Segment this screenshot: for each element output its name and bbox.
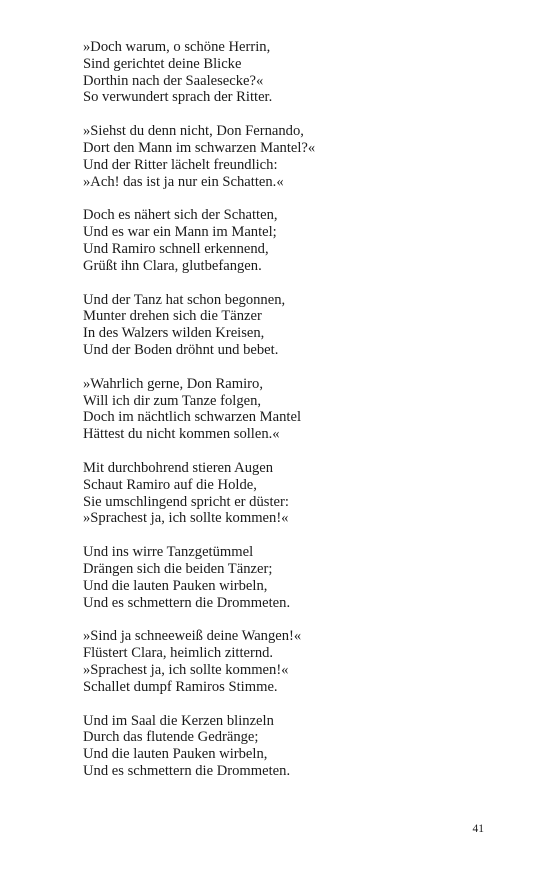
verse-line: Schallet dumpf Ramiros Stimme. <box>83 678 278 695</box>
stanza <box>83 39 503 106</box>
verse-line: Grüßt ihn Clara, glutbefangen. <box>83 257 262 274</box>
verse-line: Will ich dir zum Tanze folgen, <box>83 392 262 409</box>
verse-line: Und die lauten Pauken wirbeln, <box>83 577 268 594</box>
verse-line: Sind gerichtet deine Blicke <box>83 55 242 72</box>
verse-line: In des Walzers wilden Kreisen, <box>83 325 265 342</box>
verse-line: Munter drehen sich die Tänzer <box>83 308 262 325</box>
stanza <box>83 123 503 190</box>
verse-line: Dorthin nach der Saalesecke?« <box>83 72 264 89</box>
verse-line: Sie umschlingend spricht er düster: <box>83 493 289 510</box>
stanza <box>83 292 503 359</box>
verse-line: Und es schmettern die Drommeten. <box>83 594 291 611</box>
verse-line: Und der Boden dröhnt und bebet. <box>83 341 279 358</box>
verse-line: Durch das flutende Gedränge; <box>83 729 259 746</box>
stanza <box>83 713 503 780</box>
verse-line: Doch es nähert sich der Schatten, <box>83 207 278 224</box>
verse-line: Und die lauten Pauken wirbeln, <box>83 746 268 763</box>
verse-line: Und der Ritter lächelt freundlich: <box>83 156 278 173</box>
verse-line: Und es schmettern die Drommeten. <box>83 762 291 779</box>
verse-line: »Sprachest ja, ich sollte kommen!« <box>83 510 289 527</box>
verse-line: Und der Tanz hat schon begonnen, <box>83 291 286 308</box>
page-number: 41 <box>472 823 484 835</box>
verse-line: Und Ramiro schnell erkennend, <box>83 240 269 257</box>
verse-line: Und im Saal die Kerzen blinzeln <box>83 712 274 729</box>
verse-line: So verwundert sprach der Ritter. <box>83 89 273 106</box>
verse-line: »Siehst du denn nicht, Don Fernando, <box>83 123 304 140</box>
verse-line: Doch im nächtlich schwarzen Mantel <box>83 409 302 426</box>
verse-line: »Sprachest ja, ich sollte kommen!« <box>83 661 289 678</box>
verse-line: »Sind ja schneeweiß deine Wangen!« <box>83 628 302 645</box>
stanza <box>83 207 503 274</box>
verse-line: Dort den Mann im schwarzen Mantel?« <box>83 139 316 156</box>
verse-line: »Ach! das ist ja nur ein Schatten.« <box>83 173 284 190</box>
verse-line: Mit durchbohrend stieren Augen <box>83 459 274 476</box>
poem-body <box>83 39 503 797</box>
verse-line: Und ins wirre Tanzgetümmel <box>83 544 254 561</box>
verse-line: Flüstert Clara, heimlich zitternd. <box>83 645 274 662</box>
stanza <box>83 460 503 527</box>
verse-line: Schaut Ramiro auf die Holde, <box>83 476 257 493</box>
verse-line: »Doch warum, o schöne Herrin, <box>83 39 271 55</box>
stanza <box>83 628 503 695</box>
verse-line: Drängen sich die beiden Tänzer; <box>83 560 273 577</box>
verse-line: »Wahrlich gerne, Don Ramiro, <box>83 375 263 392</box>
verse-line: Hättest du nicht kommen sollen.« <box>83 426 280 443</box>
stanza <box>83 376 503 443</box>
verse-line: Und es war ein Mann im Mantel; <box>83 224 277 241</box>
stanza <box>83 544 503 611</box>
